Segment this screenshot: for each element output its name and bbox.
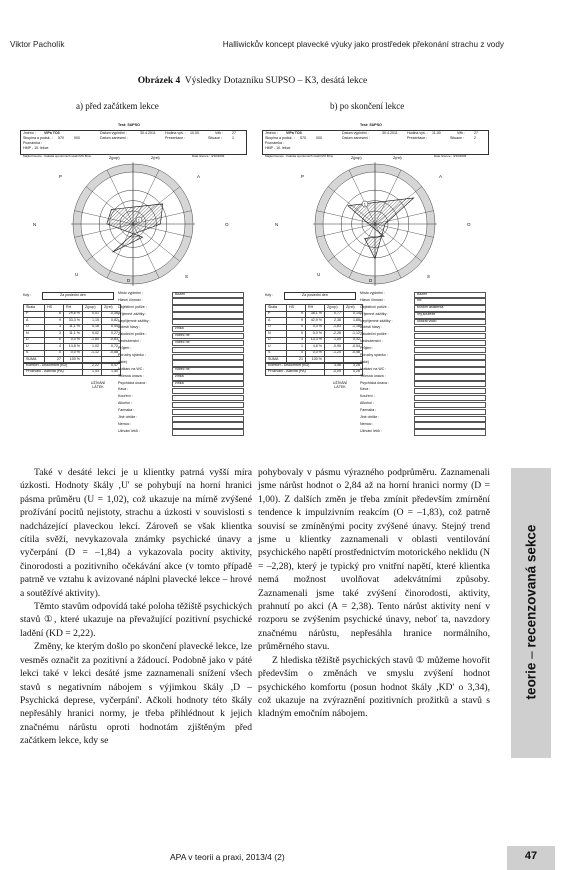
centroid-number: 1 (363, 201, 366, 207)
field-label: Bolesti hlavy : (118, 325, 141, 330)
table-cell: 0,02 (83, 331, 102, 338)
table-cell: 1 (287, 344, 306, 351)
test-name: Test: SUPSO (360, 123, 382, 127)
field-label: Hlavní činnost : (360, 297, 385, 302)
figure-label: Obrázek 4 (137, 76, 181, 86)
table-cell: 4 (45, 344, 64, 351)
table-cell: 1,85 (344, 318, 363, 325)
field-label: Káva : (118, 387, 129, 392)
table-cell: -0,83 (102, 337, 121, 344)
column-header: Škála (266, 305, 287, 312)
name-value: ViPa TO3 (44, 131, 60, 135)
field-label: Hlavní činnost : (118, 297, 143, 302)
table-cell: N (24, 331, 45, 338)
field-value (414, 333, 486, 339)
substances-label: UŽÍVÁNÍ LÁTEK (90, 381, 106, 389)
table-cell: 3 (45, 324, 64, 331)
table-cell: 0,32 (344, 337, 363, 344)
table-cell: 2,38 (325, 318, 344, 325)
field-value (414, 429, 486, 435)
date-label: Datum vyplnění : (100, 131, 127, 135)
field-label: Poruchy spánku : (360, 353, 388, 358)
table-cell: P (266, 311, 287, 318)
column-header: Z(pop) (325, 305, 344, 312)
age-label: Věk : (457, 131, 466, 135)
komfort-label: Komfort - Diskomfort (KD) (266, 363, 325, 370)
table-cell: 0 (287, 331, 306, 338)
field-label: Psychická únava : (360, 380, 389, 385)
field-label: Užívání léků : (360, 428, 382, 433)
note-label: Poznámka : (23, 141, 42, 145)
table-cell: 4,8 % (306, 344, 325, 351)
prozivani-row (266, 369, 363, 376)
field-label: Poruchy spánku : (118, 353, 146, 358)
field-value: hry,soutěže (414, 312, 486, 318)
centroid-number: 1 (137, 217, 140, 223)
situation-value: 2 (474, 136, 476, 140)
column-header: RH (64, 305, 83, 312)
prozivani-zrel: 1,50 (102, 369, 121, 376)
paragraph: Z hlediska těžiště psychických stavů ① můžeme hovořit především o změnách ve smyslu zvýšení hodnot psychického komfortu (posun hodnot škály ,KD' o 3,34), což ukazuje na zvýraznění pozitivních prožitků a stavů s kladným emočním nábojem. (258, 654, 490, 720)
field-label: Objektivní potíže : (118, 304, 147, 309)
field-value (414, 374, 486, 380)
field-label: Nechutenství : (360, 339, 383, 344)
table-cell: -0,58 (344, 350, 363, 357)
table-cell: S (24, 350, 45, 357)
field-value (172, 402, 244, 408)
paragraph: pohybovaly v pásmu výrazného podprůměru. Zaznamenali jsme nárůst hodnot o 2,84 až na horní hranici normy (D = 1,00). Z dalších změn je třeba zmínit především zmírnění tendence k impulzivním reakcím (O = –1,83), což patrně souvisí se zmíněnými pocity zvýšené únavy. Stejný trend jsme u klientky zaznamenali v oblasti ventilování psychického napětí prostřednictvím motorického neklidu (N = –2,28), který je typický pro vnitřní napětí, které klientka nemá možnost uvolňovat adekvátními způsoby. Zaznamenali jsme také zvýšení činorodosti, aktivity, prahnutí po akci (A = 2,38). Tento nárůst aktivity není v rozporu se zvýšením psychické únavy, neboť ta, navzdory značnému nárůstu, nepřesáhla hranice normálního, průměrného stavu. (258, 467, 490, 653)
text-column-left (20, 466, 252, 748)
field-value (172, 416, 244, 422)
prozivani-zpop: 1,43 (83, 369, 102, 376)
age-value: 27 (232, 131, 236, 135)
table-cell: 100 % (306, 357, 325, 364)
kdy-label: Kdy : (265, 293, 274, 297)
table-cell: 0,0 % (64, 350, 83, 357)
field-label: Jiné obtíže : (360, 415, 380, 420)
table-cell: -2,28 (325, 331, 344, 338)
table-cell: 33,3 % (64, 318, 83, 325)
right-fields (360, 292, 488, 437)
table-cell: O (266, 324, 287, 331)
table-cell: 0 (45, 350, 64, 357)
field-value (172, 298, 244, 304)
field-label: (jaké) (360, 359, 369, 364)
entered-label: Datum zanesení : (342, 136, 371, 140)
table-cell: 0 (287, 324, 306, 331)
field-label: (jaké) (118, 359, 127, 364)
field-label: Káva : (360, 387, 371, 392)
test-name: Test: SUPSO (118, 123, 140, 127)
entered-label: Datum zanesení : (100, 136, 129, 140)
paragraph: Také v desáté lekci je u klientky patrná vyšší míra úzkosti. Hodnoty škály ,U' se pohybují na horní hranici pásma průměru (U = 1,02), což ukazuje na mírně zvýšené prožívání pocitů nejistoty, strachu a úzkosti v souvislosti s nadcházející plaveckou lekcí. Zároveň se však klientka cítila svěží, nevykazovala známky psychické únavy a vyčerpání (D = –1,84) a vykazovala pocity aktivity, činorodosti a pozitivního očekávání akce (v tomto případě patrně ve vztahu k avizované náplni plavecké lekce – hrové a soutěžívé aktivity). (20, 467, 252, 599)
field-value (172, 395, 244, 401)
table-cell: -1,12 (83, 350, 102, 357)
field-value (414, 326, 486, 332)
field-value: Bazén (414, 292, 486, 298)
axis-title-zrel: Z(rel) (393, 156, 402, 160)
table-cell: 9 (287, 311, 306, 318)
paragraph: Změny, ke kterým došlo po skončení plavecké lekce, lze vesměs označit za pozitivní a žádoucí. Podobně jako v páté lekci také v lekci desáté jsme zaznamenali snížení všech stavů s negativním nábojem s výjimkou škály ,D – Psychická deprese, vyčerpání'. Ačkoli hodnoty této škály nepřesáhly hranici normy, je třeba přihlédnout k jejich značnému nárůstu oproti hodnotám zjištěným před začátkem lekce, kdy se (20, 641, 252, 747)
table-cell: 9 (45, 318, 64, 325)
table-cell: A (266, 318, 287, 325)
field-label: Tělesná únava : (360, 373, 386, 378)
table-cell: 3 (45, 331, 64, 338)
field-value: žíňka (172, 326, 244, 332)
table-cell: 0 (45, 337, 64, 344)
axis-label-n: N (275, 222, 279, 227)
date-value: 30.4.2011 (382, 131, 398, 135)
name-value: ViPa TO3 (286, 131, 302, 135)
field-value (172, 409, 244, 415)
field-value (414, 360, 486, 366)
field-value (414, 354, 486, 360)
field-value (414, 422, 486, 428)
table-cell: 0,82 (102, 318, 121, 325)
table-cell: -1,84 (83, 337, 102, 344)
journal-footer: APA v teorii a praxi, 2013/4 (2) (170, 852, 285, 862)
table-cell: 21 (287, 357, 306, 364)
table-cell: 11,1 % (64, 331, 83, 338)
column-header: HS (45, 305, 64, 312)
presentation-label: Prezentace : (165, 136, 186, 140)
field-value (414, 409, 486, 415)
hour-value: 11.00 (432, 131, 441, 135)
group-label: Skupina a podsk. : (265, 136, 295, 140)
field-value: nic (414, 298, 486, 304)
lesson-label: HMP - 10. lekce (23, 146, 49, 150)
summary-table (23, 362, 121, 376)
supso-form-after (262, 122, 488, 442)
paragraph: Těmto stavům odpovídá také poloha těžiště psychických stavů ①, které ukazuje na převažující pozitivní psychické ladění (KD = 2,22). (20, 601, 252, 639)
table-cell: 0 (287, 350, 306, 357)
field-label: Nutkání na WC : (118, 366, 145, 371)
table-cell: -1,12 (344, 331, 363, 338)
field-value (172, 360, 244, 366)
table-cell: 0,0 % (64, 337, 83, 344)
field-label: Nemoc : (118, 421, 132, 426)
komfort-zpop: 3,56 (325, 363, 344, 370)
axis-label-u: U (75, 272, 79, 277)
table-cell: -0,58 (102, 350, 121, 357)
prozivani-label: Prožívání - Aktivita (PA) (24, 369, 83, 376)
table-cell: N (266, 331, 287, 338)
column-header: Z(pop) (83, 305, 102, 312)
field-value (172, 429, 244, 435)
table-cell: -1,18 (344, 324, 363, 331)
kdy-value: Za poslední den (302, 293, 328, 297)
column-header: RH (306, 305, 325, 312)
field-value (414, 367, 486, 373)
table-cell: 0,14 (344, 311, 363, 318)
situation-value: 1 (232, 136, 234, 140)
field-value: žíňka (172, 381, 244, 387)
field-value (414, 388, 486, 394)
field-label: Kouření : (118, 394, 133, 399)
axis-label-u: U (317, 272, 321, 277)
panel-a-label: a) před začátkem lekce (76, 101, 159, 111)
table-cell: -0,36 (102, 311, 121, 318)
field-row (360, 430, 488, 437)
licence-text: Majitel licence : Fakulta sportovních studií MU Brno (23, 154, 92, 158)
field-value (172, 388, 244, 394)
table-cell: 100 % (64, 357, 83, 364)
summary-table (265, 362, 363, 376)
table-cell: SUMA (266, 357, 287, 364)
field-value (414, 381, 486, 387)
table-cell: S (266, 350, 287, 357)
table-cell: 11,1 % (64, 324, 83, 331)
field-label: Místo vyplnění : (360, 291, 386, 295)
table-cell: 0,77 (325, 311, 344, 318)
age-label: Věk : (215, 131, 224, 135)
field-value (414, 402, 486, 408)
field-value (414, 395, 486, 401)
axis-title-zrel: Z(rel) (151, 156, 160, 160)
prozivani-row (24, 369, 121, 376)
komfort-label: Komfort - Diskomfort (KD) (24, 363, 83, 370)
field-value (172, 312, 244, 318)
field-row (118, 430, 246, 437)
hour-value: 10.00 (190, 131, 199, 135)
field-label: Alkohol : (118, 401, 132, 406)
section-name: teorie (523, 662, 539, 700)
komfort-zrel: 3,26 (344, 363, 363, 370)
field-label: Objektivní potíže : (360, 304, 389, 309)
field-value: žíňka (172, 374, 244, 380)
field-label: Průjem : (118, 346, 132, 351)
field-value (414, 347, 486, 353)
table-cell: 14,3 % (306, 337, 325, 344)
name-label: Jméno : (23, 131, 36, 135)
axis-label-d: D (127, 278, 131, 283)
field-value (172, 305, 244, 311)
field-label: Nutkání na WC : (360, 366, 387, 371)
field-value (172, 347, 244, 353)
scores-table (23, 304, 121, 364)
table-cell: 0,72 (102, 344, 121, 351)
table-cell: D (266, 337, 287, 344)
scores-table (265, 304, 363, 364)
field-label: Průjem : (360, 346, 374, 351)
text-column-right (258, 466, 490, 721)
axis-label-s: S (427, 274, 431, 279)
table-cell: 3 (287, 337, 306, 344)
field-label: Jiné obtíže : (118, 415, 138, 420)
field-label: Místo vyplnění : (118, 291, 144, 295)
table-cell: 29,6 % (64, 311, 83, 318)
table-cell: 0,16 (83, 324, 102, 331)
field-value (414, 416, 486, 422)
figure-caption: Výsledky Dotazníku SUPSO – K3, desátá lekce (184, 76, 368, 86)
right-fields (118, 292, 246, 437)
field-label: Nepříjemné zážitky : (118, 318, 151, 323)
column-header: Z(rel) (102, 305, 121, 312)
page-number: 47 (507, 846, 555, 870)
date-label: Datum vyplnění : (342, 131, 369, 135)
field-label: Bolesti hlavy : (360, 325, 383, 330)
lesson-label: HMP - 10. lekce (265, 146, 291, 150)
table-cell: P (24, 311, 45, 318)
field-label: Alkohol : (360, 401, 374, 406)
field-label: Příjemné zážitky : (118, 311, 147, 316)
prozivani-zrel: 0,26 (344, 369, 363, 376)
licence-text: Majitel licence : Fakulta sportovních studií MU Brno (265, 154, 334, 158)
field-label: Tělesná únava : (118, 373, 144, 378)
axis-label-p: P (301, 174, 305, 179)
substances-label: UŽÍVÁNÍ LÁTEK (332, 381, 348, 389)
field-value (172, 422, 244, 428)
hour-label: Hodina vyš. : (165, 131, 186, 135)
axis-label-p: P (59, 174, 63, 179)
axis-label-a: A (197, 174, 201, 179)
situation-label: Situace : (450, 136, 464, 140)
table-cell: U (24, 344, 45, 351)
table-cell: 0,0 % (306, 350, 325, 357)
licence-date: Date licence : 4/10/2009 (434, 154, 467, 158)
section-dash: – (523, 647, 539, 663)
table-cell: 9 (287, 318, 306, 325)
section-subname: recenzovaná sekce (523, 524, 539, 648)
kdy-value: Za poslední den (60, 293, 86, 297)
table-cell: U (266, 344, 287, 351)
table-cell: 38,1 % (306, 311, 325, 318)
table-cell: 42,9 % (306, 318, 325, 325)
table-cell: 1,00 (325, 337, 344, 344)
prozivani-zpop: -0,05 (325, 369, 344, 376)
axis-label-o: O (225, 222, 229, 227)
field-value: vůbec ne (172, 367, 244, 373)
table-cell: D (24, 337, 45, 344)
group-value: 570 (58, 136, 64, 140)
situation-label: Situace : (208, 136, 222, 140)
table-cell: A (24, 318, 45, 325)
table-cell: 0,44 (102, 324, 121, 331)
licence-date: Date licence : 4/10/2009 (192, 154, 225, 158)
column-header: HS (287, 305, 306, 312)
field-label: Farmaka : (118, 408, 135, 413)
panel-b-label: b) po skončení lekce (330, 101, 405, 111)
axis-label-d: D (369, 278, 373, 283)
figure-title (0, 76, 505, 86)
field-value: brzdím asistenta (414, 305, 486, 311)
column-header: Z(rel) (344, 305, 363, 312)
table-cell: 6 (45, 311, 64, 318)
table-cell: 0,0 % (306, 331, 325, 338)
komfort-zrel: 0,47 (102, 363, 121, 370)
note-label: Poznámka : (265, 141, 284, 145)
field-label: Příjemné zážitky : (360, 311, 389, 316)
field-value: vůbec ne (172, 340, 244, 346)
field-value (172, 319, 244, 325)
field-label: Žaludeční potíže : (360, 332, 389, 337)
field-label: Nemoc : (360, 421, 374, 426)
column-header: Škála (24, 305, 45, 312)
axis-title-zpop: Z(pop) (351, 156, 362, 160)
field-label: Užívání léků : (118, 428, 140, 433)
axis-label-s: S (185, 274, 189, 279)
field-label: Farmaka : (360, 408, 377, 413)
axis-title-zpop: Z(pop) (109, 156, 120, 160)
table-cell: 14,8 % (64, 344, 83, 351)
age-value: 27 (474, 131, 478, 135)
table-cell: -1,24 (325, 350, 344, 357)
date-value: 30.4.2011 (140, 131, 156, 135)
table-cell: 27 (45, 357, 64, 364)
kdy-label: Kdy : (23, 293, 32, 297)
field-value (414, 340, 486, 346)
running-author: Viktor Pacholík (10, 40, 65, 49)
subgroup-value: 000 (316, 136, 322, 140)
table-cell: 0,27 (102, 331, 121, 338)
group-label: Skupina a podsk. : (23, 136, 53, 140)
name-label: Jméno : (265, 131, 278, 135)
group-value: 570 (300, 136, 306, 140)
field-value: vůbec ne (172, 333, 244, 339)
field-label: Nechutenství : (118, 339, 141, 344)
field-value (172, 354, 244, 360)
table-cell: -0,95 (325, 344, 344, 351)
running-title: Halliwickův koncept plavecké výuky jako prostředek překonání strachu z vody (222, 40, 504, 49)
section-label (524, 525, 539, 700)
presentation-label: Prezentace : (407, 136, 428, 140)
table-cell: -0,54 (344, 344, 363, 351)
field-label: Kouření : (360, 394, 375, 399)
field-value: ukázat vodu (414, 319, 486, 325)
field-value: Bazén (172, 292, 244, 298)
field-label: Psychická únava : (118, 380, 147, 385)
table-cell: 1,15 (83, 318, 102, 325)
axis-label-n: N (33, 222, 37, 227)
table-cell: O (24, 324, 45, 331)
field-label: Nepříjemné zážitky : (360, 318, 393, 323)
table-cell: -1,83 (325, 324, 344, 331)
supso-form-before (20, 122, 246, 442)
subgroup-value: 000 (74, 136, 80, 140)
axis-label-o: O (467, 222, 471, 227)
table-cell: SUMA (24, 357, 45, 364)
axis-label-a: A (439, 174, 443, 179)
table-cell: 1,02 (83, 344, 102, 351)
hour-label: Hodina vyš. : (407, 131, 428, 135)
table-cell: 0,0 % (306, 324, 325, 331)
table-cell: 0,01 (83, 311, 102, 318)
field-label: Žaludeční potíže : (118, 332, 147, 337)
prozivani-label: Prožívání - Aktivita (PA) (266, 369, 325, 376)
komfort-zpop: 2,22 (83, 363, 102, 370)
